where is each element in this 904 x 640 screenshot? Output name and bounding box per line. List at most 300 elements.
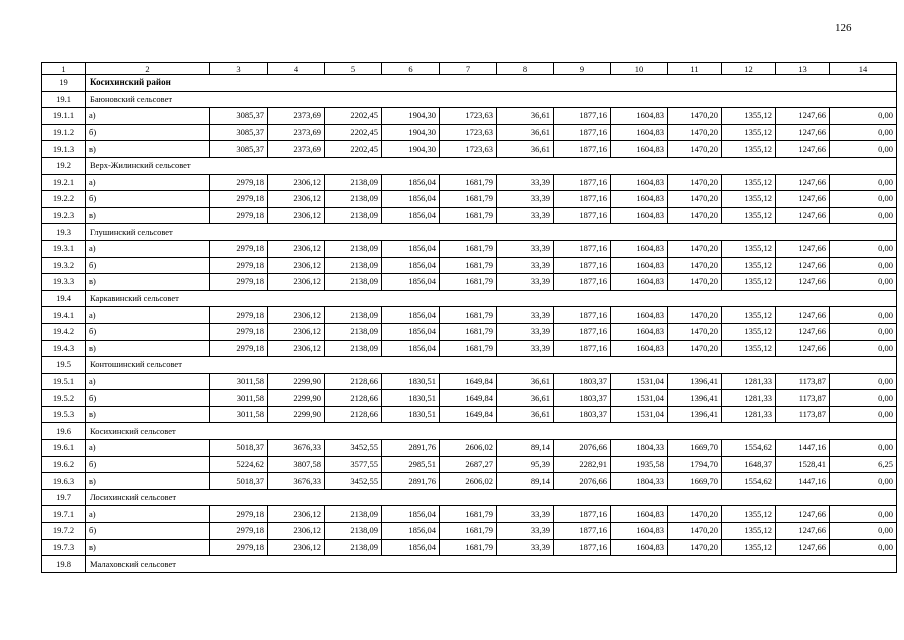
section-row bbox=[42, 75, 897, 92]
value-cell: 1531,04 bbox=[611, 373, 668, 390]
table-row bbox=[42, 274, 897, 291]
value-cell: 0,00 bbox=[830, 307, 897, 324]
row-subitem: в) bbox=[86, 141, 210, 158]
value-cell: 1877,16 bbox=[554, 207, 611, 224]
value-cell: 2306,12 bbox=[268, 207, 325, 224]
row-subitem: в) bbox=[86, 473, 210, 490]
value-cell: 1935,58 bbox=[611, 456, 668, 473]
value-cell: 36,61 bbox=[497, 406, 554, 423]
value-cell: 1604,83 bbox=[611, 323, 668, 340]
row-code: 19.3.2 bbox=[42, 257, 86, 274]
value-cell: 1681,79 bbox=[440, 274, 497, 291]
column-header: 7 bbox=[440, 63, 497, 75]
value-cell: 1604,83 bbox=[611, 207, 668, 224]
section-name: Верх-Жилинский сельсовет bbox=[86, 157, 897, 174]
row-code: 19.1.2 bbox=[42, 124, 86, 141]
value-cell: 1856,04 bbox=[382, 307, 440, 324]
value-cell: 1281,33 bbox=[722, 390, 776, 407]
value-cell: 1681,79 bbox=[440, 323, 497, 340]
column-header: 2 bbox=[86, 63, 210, 75]
value-cell: 1804,33 bbox=[611, 440, 668, 457]
value-cell: 1877,16 bbox=[554, 307, 611, 324]
value-cell: 2979,18 bbox=[210, 539, 268, 556]
value-cell: 1447,16 bbox=[776, 473, 830, 490]
row-subitem: в) bbox=[86, 274, 210, 291]
row-subitem: а) bbox=[86, 240, 210, 257]
value-cell: 2306,12 bbox=[268, 506, 325, 523]
row-code: 19.4.1 bbox=[42, 307, 86, 324]
value-cell: 1856,04 bbox=[382, 340, 440, 357]
value-cell: 2138,09 bbox=[325, 506, 382, 523]
row-subitem: а) bbox=[86, 307, 210, 324]
row-code: 19.2.2 bbox=[42, 191, 86, 208]
value-cell: 6,25 bbox=[830, 456, 897, 473]
value-cell: 2979,18 bbox=[210, 207, 268, 224]
value-cell: 0,00 bbox=[830, 274, 897, 291]
value-cell: 2138,09 bbox=[325, 257, 382, 274]
table-row bbox=[42, 174, 897, 191]
value-cell: 2306,12 bbox=[268, 523, 325, 540]
value-cell: 33,39 bbox=[497, 207, 554, 224]
row-subitem: б) bbox=[86, 456, 210, 473]
value-cell: 1681,79 bbox=[440, 191, 497, 208]
value-cell: 1470,20 bbox=[668, 124, 722, 141]
value-cell: 2306,12 bbox=[268, 274, 325, 291]
value-cell: 0,00 bbox=[830, 174, 897, 191]
page-number: 126 bbox=[835, 22, 852, 34]
value-cell: 1355,12 bbox=[722, 523, 776, 540]
table-row bbox=[42, 323, 897, 340]
value-cell: 0,00 bbox=[830, 191, 897, 208]
value-cell: 3577,55 bbox=[325, 456, 382, 473]
value-cell: 33,39 bbox=[497, 174, 554, 191]
value-cell: 1856,04 bbox=[382, 323, 440, 340]
value-cell: 2138,09 bbox=[325, 274, 382, 291]
section-row bbox=[42, 224, 897, 241]
value-cell: 1247,66 bbox=[776, 141, 830, 158]
value-cell: 1470,20 bbox=[668, 323, 722, 340]
value-cell: 0,00 bbox=[830, 141, 897, 158]
value-cell: 33,39 bbox=[497, 257, 554, 274]
value-cell: 1604,83 bbox=[611, 257, 668, 274]
value-cell: 33,39 bbox=[497, 506, 554, 523]
value-cell: 2979,18 bbox=[210, 257, 268, 274]
row-code: 19.1.1 bbox=[42, 108, 86, 125]
section-code: 19.5 bbox=[42, 357, 86, 374]
value-cell: 2306,12 bbox=[268, 257, 325, 274]
row-subitem: б) bbox=[86, 323, 210, 340]
value-cell: 1173,87 bbox=[776, 373, 830, 390]
value-cell: 2128,66 bbox=[325, 406, 382, 423]
value-cell: 1877,16 bbox=[554, 506, 611, 523]
value-cell: 1604,83 bbox=[611, 141, 668, 158]
value-cell: 3085,37 bbox=[210, 108, 268, 125]
value-cell: 3011,58 bbox=[210, 373, 268, 390]
value-cell: 1470,20 bbox=[668, 506, 722, 523]
value-cell: 1470,20 bbox=[668, 274, 722, 291]
table-row bbox=[42, 539, 897, 556]
row-code: 19.1.3 bbox=[42, 141, 86, 158]
section-row bbox=[42, 357, 897, 374]
row-subitem: в) bbox=[86, 340, 210, 357]
value-cell: 2128,66 bbox=[325, 373, 382, 390]
value-cell: 1247,66 bbox=[776, 191, 830, 208]
value-cell: 2299,90 bbox=[268, 373, 325, 390]
value-cell: 3452,55 bbox=[325, 473, 382, 490]
table-row bbox=[42, 523, 897, 540]
section-name: Лосихинский сельсовет bbox=[86, 489, 897, 506]
value-cell: 1604,83 bbox=[611, 539, 668, 556]
column-header: 8 bbox=[497, 63, 554, 75]
value-cell: 2979,18 bbox=[210, 174, 268, 191]
value-cell: 1877,16 bbox=[554, 141, 611, 158]
value-cell: 1247,66 bbox=[776, 340, 830, 357]
value-cell: 2306,12 bbox=[268, 307, 325, 324]
value-cell: 1247,66 bbox=[776, 108, 830, 125]
value-cell: 0,00 bbox=[830, 124, 897, 141]
value-cell: 1681,79 bbox=[440, 207, 497, 224]
value-cell: 1856,04 bbox=[382, 539, 440, 556]
value-cell: 1247,66 bbox=[776, 207, 830, 224]
value-cell: 1856,04 bbox=[382, 191, 440, 208]
section-code: 19.6 bbox=[42, 423, 86, 440]
value-cell: 1247,66 bbox=[776, 307, 830, 324]
value-cell: 1804,33 bbox=[611, 473, 668, 490]
value-cell: 1723,63 bbox=[440, 141, 497, 158]
value-cell: 1649,84 bbox=[440, 390, 497, 407]
value-cell: 1355,12 bbox=[722, 191, 776, 208]
section-row bbox=[42, 489, 897, 506]
value-cell: 2979,18 bbox=[210, 191, 268, 208]
value-cell: 1396,41 bbox=[668, 390, 722, 407]
column-header: 10 bbox=[611, 63, 668, 75]
value-cell: 1604,83 bbox=[611, 523, 668, 540]
value-cell: 1247,66 bbox=[776, 240, 830, 257]
row-subitem: б) bbox=[86, 390, 210, 407]
value-cell: 2138,09 bbox=[325, 539, 382, 556]
value-cell: 33,39 bbox=[497, 539, 554, 556]
value-cell: 1247,66 bbox=[776, 274, 830, 291]
value-cell: 2606,02 bbox=[440, 440, 497, 457]
value-cell: 1877,16 bbox=[554, 191, 611, 208]
value-cell: 1830,51 bbox=[382, 373, 440, 390]
value-cell: 1877,16 bbox=[554, 257, 611, 274]
table-row bbox=[42, 440, 897, 457]
value-cell: 1604,83 bbox=[611, 506, 668, 523]
value-cell: 1470,20 bbox=[668, 257, 722, 274]
row-subitem: в) bbox=[86, 406, 210, 423]
row-code: 19.2.1 bbox=[42, 174, 86, 191]
value-cell: 1681,79 bbox=[440, 340, 497, 357]
value-cell: 0,00 bbox=[830, 440, 897, 457]
value-cell: 3011,58 bbox=[210, 390, 268, 407]
section-code: 19.7 bbox=[42, 489, 86, 506]
value-cell: 1877,16 bbox=[554, 539, 611, 556]
column-header: 6 bbox=[382, 63, 440, 75]
value-cell: 2306,12 bbox=[268, 174, 325, 191]
value-cell: 1648,37 bbox=[722, 456, 776, 473]
value-cell: 36,61 bbox=[497, 108, 554, 125]
value-cell: 2138,09 bbox=[325, 340, 382, 357]
value-cell: 33,39 bbox=[497, 323, 554, 340]
value-cell: 1355,12 bbox=[722, 340, 776, 357]
value-cell: 0,00 bbox=[830, 257, 897, 274]
value-cell: 2299,90 bbox=[268, 406, 325, 423]
value-cell: 1877,16 bbox=[554, 240, 611, 257]
section-row bbox=[42, 157, 897, 174]
column-header: 4 bbox=[268, 63, 325, 75]
value-cell: 1173,87 bbox=[776, 390, 830, 407]
section-row bbox=[42, 423, 897, 440]
value-cell: 2076,66 bbox=[554, 473, 611, 490]
value-cell: 2202,45 bbox=[325, 141, 382, 158]
value-cell: 1554,62 bbox=[722, 440, 776, 457]
row-code: 19.4.3 bbox=[42, 340, 86, 357]
value-cell: 1877,16 bbox=[554, 340, 611, 357]
value-cell: 1604,83 bbox=[611, 307, 668, 324]
value-cell: 2979,18 bbox=[210, 240, 268, 257]
value-cell: 1281,33 bbox=[722, 406, 776, 423]
value-cell: 3452,55 bbox=[325, 440, 382, 457]
row-code: 19.4.2 bbox=[42, 323, 86, 340]
value-cell: 1669,70 bbox=[668, 440, 722, 457]
value-cell: 1604,83 bbox=[611, 240, 668, 257]
value-cell: 1470,20 bbox=[668, 340, 722, 357]
value-cell: 1877,16 bbox=[554, 523, 611, 540]
value-cell: 0,00 bbox=[830, 390, 897, 407]
value-cell: 1355,12 bbox=[722, 141, 776, 158]
value-cell: 1470,20 bbox=[668, 539, 722, 556]
row-code: 19.5.2 bbox=[42, 390, 86, 407]
value-cell: 2979,18 bbox=[210, 506, 268, 523]
section-code: 19.2 bbox=[42, 157, 86, 174]
value-cell: 1355,12 bbox=[722, 257, 776, 274]
value-cell: 5224,62 bbox=[210, 456, 268, 473]
value-cell: 1396,41 bbox=[668, 373, 722, 390]
value-cell: 89,14 bbox=[497, 473, 554, 490]
value-cell: 1877,16 bbox=[554, 274, 611, 291]
row-subitem: б) bbox=[86, 523, 210, 540]
value-cell: 1355,12 bbox=[722, 174, 776, 191]
value-cell: 36,61 bbox=[497, 141, 554, 158]
value-cell: 1856,04 bbox=[382, 174, 440, 191]
value-cell: 2979,18 bbox=[210, 523, 268, 540]
section-code: 19.1 bbox=[42, 91, 86, 108]
row-code: 19.3.3 bbox=[42, 274, 86, 291]
value-cell: 1877,16 bbox=[554, 323, 611, 340]
row-code: 19.2.3 bbox=[42, 207, 86, 224]
value-cell: 1604,83 bbox=[611, 174, 668, 191]
value-cell: 1681,79 bbox=[440, 506, 497, 523]
value-cell: 89,14 bbox=[497, 440, 554, 457]
column-header: 1 bbox=[42, 63, 86, 75]
value-cell: 3085,37 bbox=[210, 141, 268, 158]
value-cell: 5018,37 bbox=[210, 473, 268, 490]
value-cell: 2306,12 bbox=[268, 323, 325, 340]
table-row bbox=[42, 108, 897, 125]
value-cell: 1794,70 bbox=[668, 456, 722, 473]
row-subitem: а) bbox=[86, 174, 210, 191]
row-subitem: а) bbox=[86, 108, 210, 125]
value-cell: 3011,58 bbox=[210, 406, 268, 423]
row-subitem: а) bbox=[86, 506, 210, 523]
value-cell: 1247,66 bbox=[776, 257, 830, 274]
value-cell: 1247,66 bbox=[776, 174, 830, 191]
value-cell: 1470,20 bbox=[668, 141, 722, 158]
value-cell: 1604,83 bbox=[611, 124, 668, 141]
value-cell: 1447,16 bbox=[776, 440, 830, 457]
value-cell: 2138,09 bbox=[325, 523, 382, 540]
value-cell: 2306,12 bbox=[268, 240, 325, 257]
value-cell: 2373,69 bbox=[268, 108, 325, 125]
column-header: 12 bbox=[722, 63, 776, 75]
value-cell: 2979,18 bbox=[210, 274, 268, 291]
value-cell: 2306,12 bbox=[268, 539, 325, 556]
row-code: 19.3.1 bbox=[42, 240, 86, 257]
value-cell: 1856,04 bbox=[382, 207, 440, 224]
value-cell: 2076,66 bbox=[554, 440, 611, 457]
section-row bbox=[42, 91, 897, 108]
value-cell: 1604,83 bbox=[611, 108, 668, 125]
row-subitem: б) bbox=[86, 191, 210, 208]
value-cell: 1470,20 bbox=[668, 108, 722, 125]
value-cell: 2202,45 bbox=[325, 124, 382, 141]
value-cell: 36,61 bbox=[497, 390, 554, 407]
value-cell: 1681,79 bbox=[440, 257, 497, 274]
table-row bbox=[42, 406, 897, 423]
value-cell: 33,39 bbox=[497, 191, 554, 208]
value-cell: 3807,58 bbox=[268, 456, 325, 473]
value-cell: 0,00 bbox=[830, 108, 897, 125]
table-row bbox=[42, 307, 897, 324]
value-cell: 0,00 bbox=[830, 473, 897, 490]
value-cell: 2985,51 bbox=[382, 456, 440, 473]
value-cell: 2138,09 bbox=[325, 307, 382, 324]
table-row bbox=[42, 456, 897, 473]
value-cell: 3676,33 bbox=[268, 440, 325, 457]
value-cell: 33,39 bbox=[497, 307, 554, 324]
row-code: 19.6.3 bbox=[42, 473, 86, 490]
value-cell: 1681,79 bbox=[440, 240, 497, 257]
value-cell: 1877,16 bbox=[554, 108, 611, 125]
value-cell: 1604,83 bbox=[611, 340, 668, 357]
value-cell: 1604,83 bbox=[611, 274, 668, 291]
value-cell: 1723,63 bbox=[440, 124, 497, 141]
section-code: 19.8 bbox=[42, 556, 86, 573]
value-cell: 2373,69 bbox=[268, 141, 325, 158]
value-cell: 2282,91 bbox=[554, 456, 611, 473]
value-cell: 1604,83 bbox=[611, 191, 668, 208]
value-cell: 1247,66 bbox=[776, 124, 830, 141]
value-cell: 1877,16 bbox=[554, 124, 611, 141]
value-cell: 1355,12 bbox=[722, 539, 776, 556]
value-cell: 2979,18 bbox=[210, 323, 268, 340]
value-cell: 1531,04 bbox=[611, 406, 668, 423]
value-cell: 0,00 bbox=[830, 340, 897, 357]
row-code: 19.7.2 bbox=[42, 523, 86, 540]
value-cell: 1856,04 bbox=[382, 523, 440, 540]
section-row bbox=[42, 290, 897, 307]
value-cell: 0,00 bbox=[830, 207, 897, 224]
value-cell: 1681,79 bbox=[440, 307, 497, 324]
row-code: 19.5.1 bbox=[42, 373, 86, 390]
value-cell: 1247,66 bbox=[776, 506, 830, 523]
value-cell: 1649,84 bbox=[440, 406, 497, 423]
section-name: Малаховский сельсовет bbox=[86, 556, 897, 573]
section-code: 19.3 bbox=[42, 224, 86, 241]
value-cell: 1681,79 bbox=[440, 523, 497, 540]
value-cell: 1904,30 bbox=[382, 108, 440, 125]
value-cell: 0,00 bbox=[830, 523, 897, 540]
value-cell: 3676,33 bbox=[268, 473, 325, 490]
value-cell: 1877,16 bbox=[554, 174, 611, 191]
row-code: 19.7.1 bbox=[42, 506, 86, 523]
value-cell: 1803,37 bbox=[554, 406, 611, 423]
value-cell: 2138,09 bbox=[325, 240, 382, 257]
value-cell: 0,00 bbox=[830, 506, 897, 523]
value-cell: 33,39 bbox=[497, 240, 554, 257]
table-row bbox=[42, 473, 897, 490]
value-cell: 2891,76 bbox=[382, 473, 440, 490]
value-cell: 33,39 bbox=[497, 274, 554, 291]
value-cell: 36,61 bbox=[497, 124, 554, 141]
value-cell: 2138,09 bbox=[325, 174, 382, 191]
value-cell: 1830,51 bbox=[382, 406, 440, 423]
column-header: 11 bbox=[668, 63, 722, 75]
value-cell: 1281,33 bbox=[722, 373, 776, 390]
value-cell: 36,61 bbox=[497, 373, 554, 390]
value-cell: 1355,12 bbox=[722, 207, 776, 224]
row-code: 19.6.2 bbox=[42, 456, 86, 473]
value-cell: 2306,12 bbox=[268, 191, 325, 208]
value-cell: 3085,37 bbox=[210, 124, 268, 141]
row-subitem: в) bbox=[86, 539, 210, 556]
row-code: 19.7.3 bbox=[42, 539, 86, 556]
value-cell: 1470,20 bbox=[668, 240, 722, 257]
value-cell: 1355,12 bbox=[722, 108, 776, 125]
value-cell: 1723,63 bbox=[440, 108, 497, 125]
value-cell: 1681,79 bbox=[440, 174, 497, 191]
table-row bbox=[42, 124, 897, 141]
section-code: 19.4 bbox=[42, 290, 86, 307]
value-cell: 2138,09 bbox=[325, 207, 382, 224]
value-cell: 1649,84 bbox=[440, 373, 497, 390]
value-cell: 1355,12 bbox=[722, 274, 776, 291]
value-cell: 1856,04 bbox=[382, 240, 440, 257]
column-header: 13 bbox=[776, 63, 830, 75]
section-code: 19 bbox=[42, 75, 86, 92]
row-subitem: б) bbox=[86, 257, 210, 274]
value-cell: 1470,20 bbox=[668, 307, 722, 324]
value-cell: 2891,76 bbox=[382, 440, 440, 457]
row-code: 19.5.3 bbox=[42, 406, 86, 423]
value-cell: 1856,04 bbox=[382, 257, 440, 274]
value-cell: 1247,66 bbox=[776, 523, 830, 540]
table-row bbox=[42, 506, 897, 523]
value-cell: 95,39 bbox=[497, 456, 554, 473]
row-subitem: а) bbox=[86, 440, 210, 457]
value-cell: 2138,09 bbox=[325, 191, 382, 208]
value-cell: 1904,30 bbox=[382, 141, 440, 158]
value-cell: 1355,12 bbox=[722, 124, 776, 141]
table-body bbox=[42, 75, 897, 573]
value-cell: 1669,70 bbox=[668, 473, 722, 490]
value-cell: 0,00 bbox=[830, 406, 897, 423]
value-cell: 0,00 bbox=[830, 539, 897, 556]
value-cell: 2979,18 bbox=[210, 307, 268, 324]
value-cell: 1355,12 bbox=[722, 506, 776, 523]
column-header: 5 bbox=[325, 63, 382, 75]
